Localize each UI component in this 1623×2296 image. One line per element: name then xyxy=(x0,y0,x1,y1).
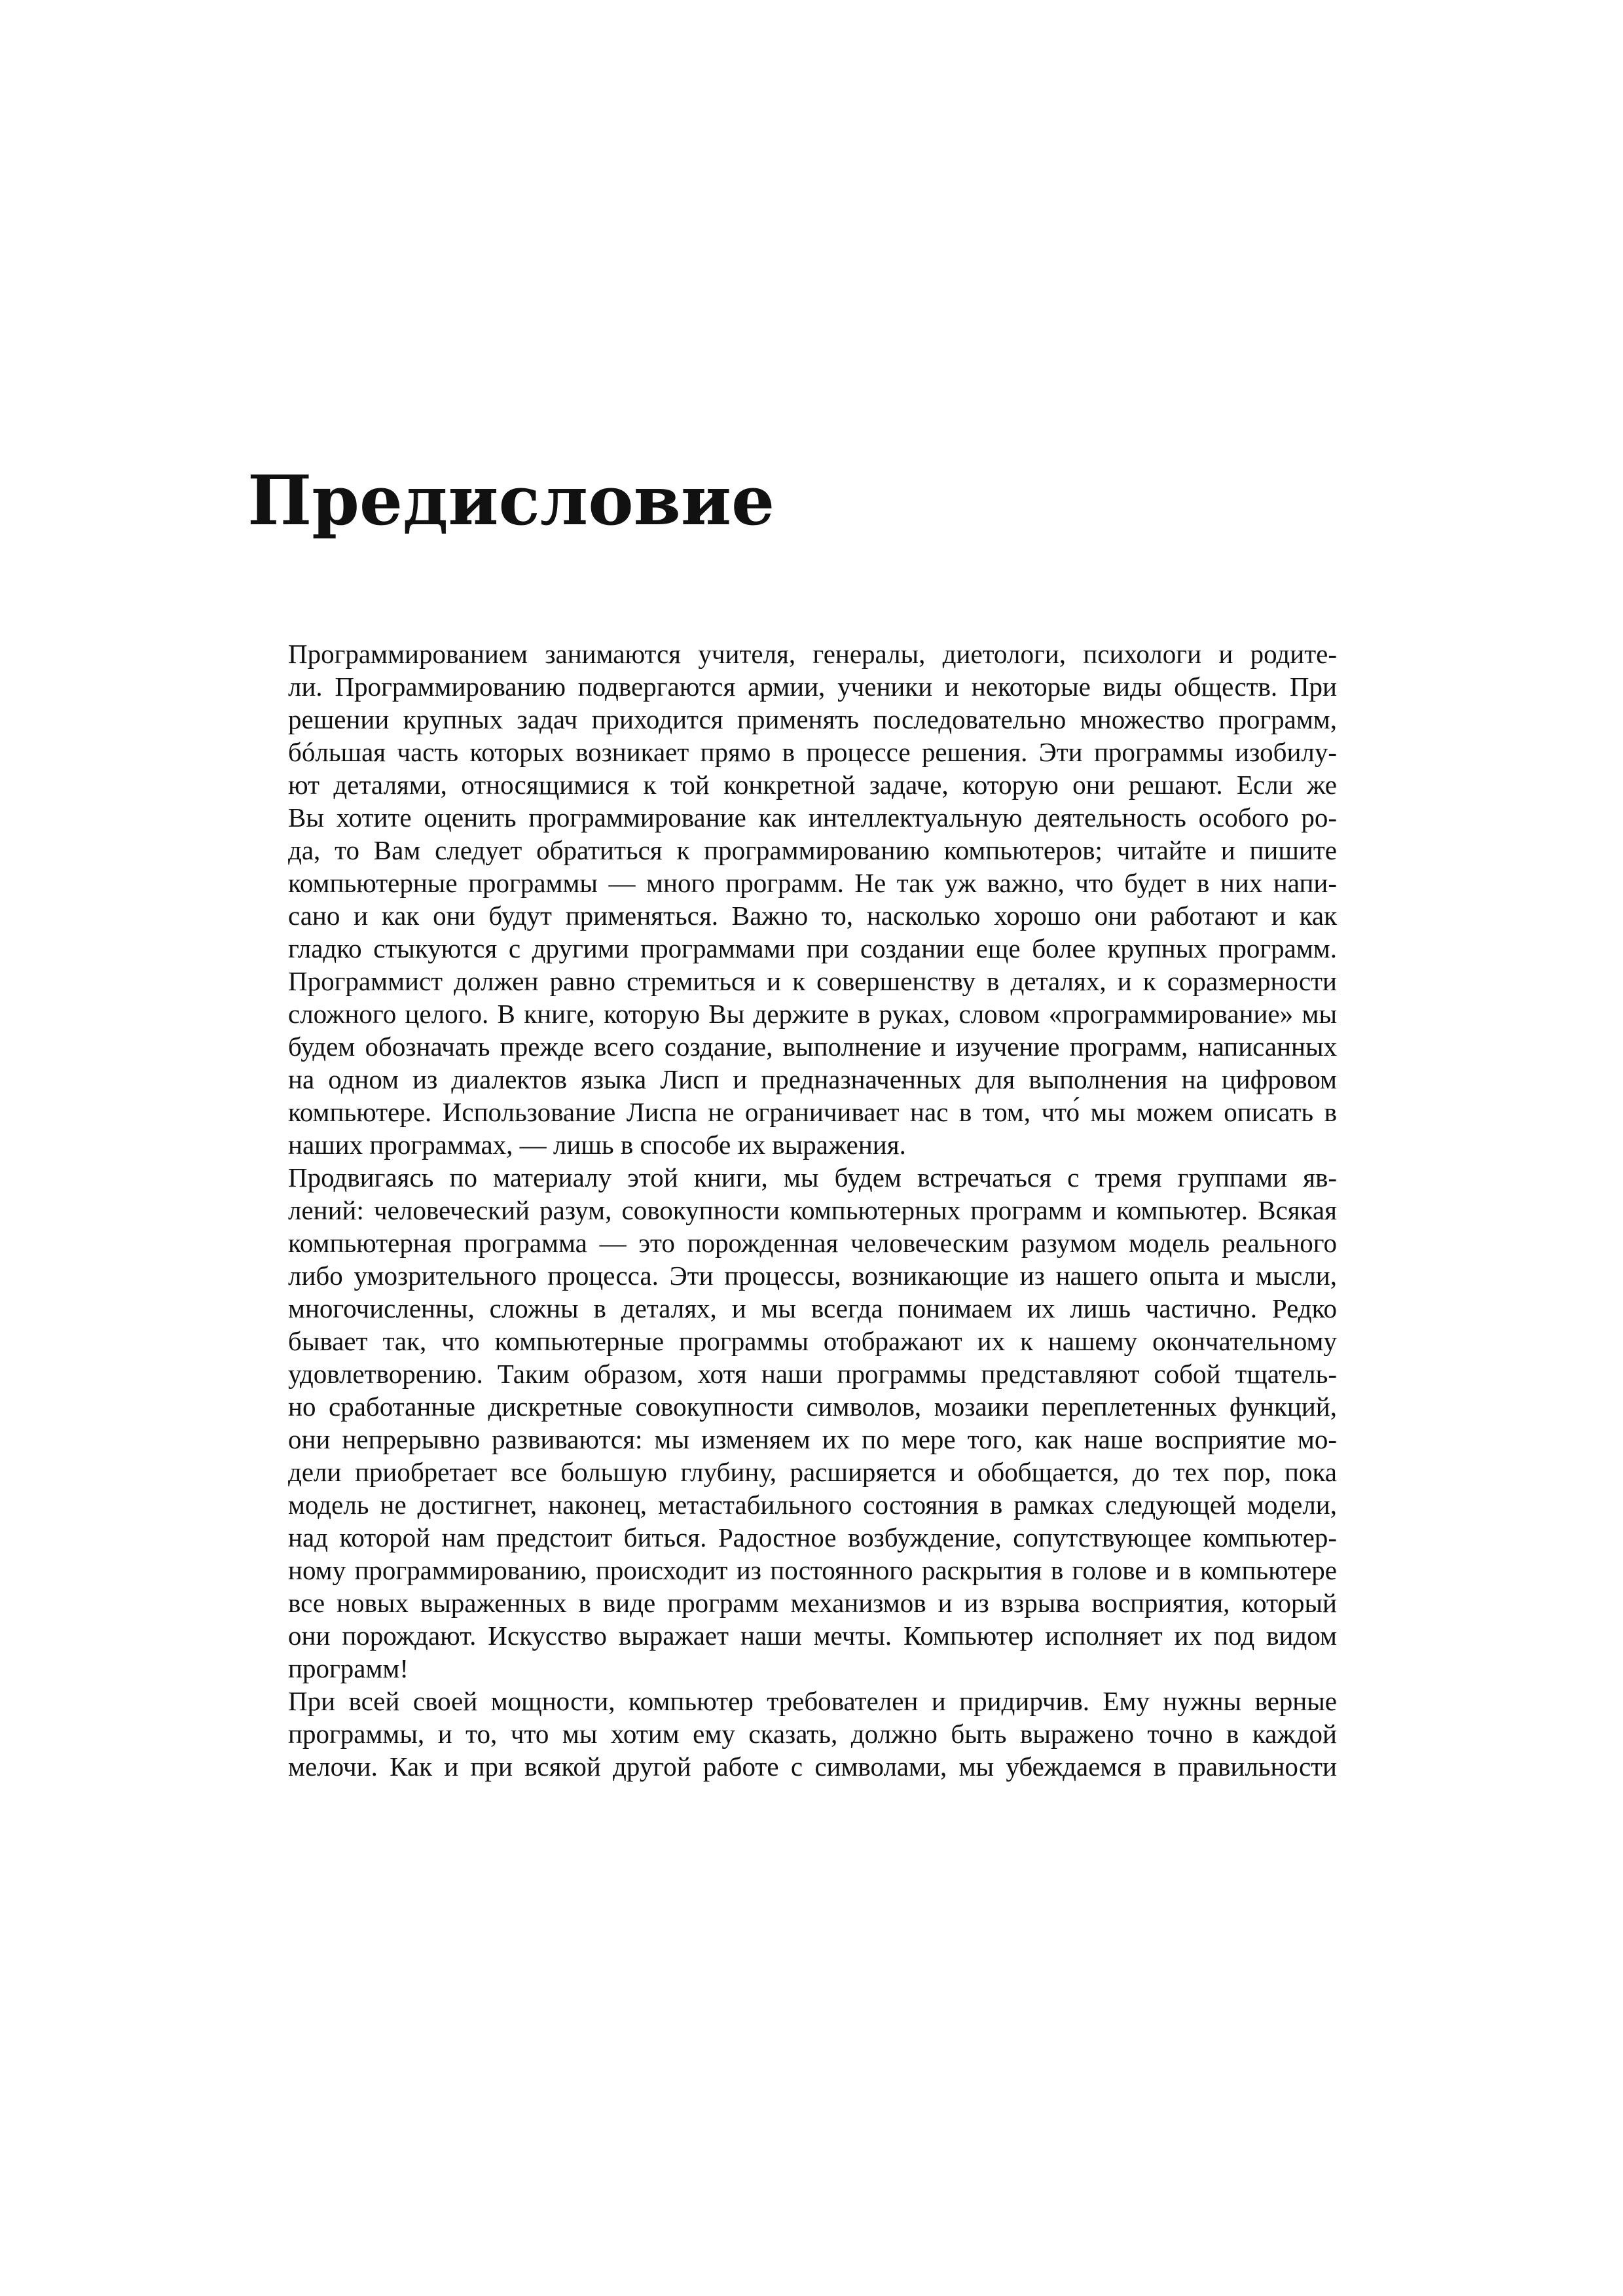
text-line: на одном из диалектов языка Лисп и предназначенных для выполнения на цифровом xyxy=(288,1064,1337,1094)
text-line: ному программированию, происходит из постоянного раскрытия в голове и в компьютере xyxy=(288,1555,1337,1585)
text-line: над которой нам предстоит биться. Радостное возбуждение, сопутствующее компьютер- xyxy=(288,1522,1337,1552)
text-line: модель не достигнет, наконец, метастабильного состояния в рамках следующей модели, xyxy=(288,1490,1337,1520)
text-line: либо умозрительного процесса. Эти процессы, возникающие из нашего опыта и мысли, xyxy=(288,1261,1337,1291)
chapter-title: Предисловие xyxy=(247,460,775,541)
text-line: Вы хотите оценить программирование как интеллектуальную деятельность особого ро- xyxy=(288,802,1337,833)
text-line: решении крупных задач приходится применять последовательно множество программ, xyxy=(288,704,1337,734)
text-line: ют деталями, относящимися к той конкретной задаче, которую они решают. Если же xyxy=(288,770,1337,800)
text-line: компьютерная программа — это порожденная человеческим разумом модель реального xyxy=(288,1228,1337,1258)
text-line: лений: человеческий разум, совокупности компьютерных программ и компьютер. Всякая xyxy=(288,1195,1337,1225)
text-line: наших программах, — лишь в способе их выражения. xyxy=(288,1130,906,1160)
text-line: Программированием занимаются учителя, генералы, диетологи, психологи и родите- xyxy=(288,639,1337,669)
text-line: будем обозначать прежде всего создание, выполнение и изучение программ, написанных xyxy=(288,1031,1337,1062)
paragraph xyxy=(247,637,1337,1161)
text-line: удовлетворению. Таким образом, хотя наши программы представляют собой тщатель- xyxy=(288,1359,1337,1389)
text-line: многочисленны, сложны в деталях, и мы всегда понимаем их лишь частично. Редко xyxy=(288,1293,1337,1323)
text-line: сложного целого. В книге, которую Вы держите в руках, словом «программирование» мы xyxy=(288,999,1337,1029)
text-line: компьютере. Использование Лиспа не ограничивает нас в том, что́ мы можем описать в xyxy=(288,1097,1337,1127)
text-line: компьютерные программы — много программ. Не так уж важно, что будет в них напи- xyxy=(288,868,1337,898)
text-line: При всей своей мощности, компьютер требователен и придирчив. Ему нужны верные xyxy=(288,1686,1337,1716)
text-line: да, то Вам следует обратиться к программированию компьютеров; читайте и пишите xyxy=(288,835,1337,865)
text-line: но сработанные дискретные совокупности символов, мозаики переплетенных функций, xyxy=(288,1391,1337,1422)
text-line: Программист должен равно стремиться и к совершенству в деталях, и к соразмерности xyxy=(288,966,1337,996)
text-line: гладко стыкуются с другими программами при создании еще более крупных программ. xyxy=(288,933,1337,963)
text-line: бóльшая часть которых возникает прямо в процессе решения. Эти программы изобилу- xyxy=(288,737,1337,767)
text-line: дели приобретает все большую глубину, расширяется и обобщается, до тех пор, пока xyxy=(288,1457,1337,1487)
paragraph xyxy=(247,1161,1337,1685)
text-line: программы, и то, что мы хотим ему сказать, должно быть выражено точно в каждой xyxy=(288,1719,1337,1749)
text-line: бывает так, что компьютерные программы отображают их к нашему окончательному xyxy=(288,1326,1337,1356)
text-line: все новых выраженных в виде программ механизмов и из взрыва восприятия, который xyxy=(288,1588,1337,1618)
text-line: они порождают. Искусство выражает наши мечты. Компьютер исполняет их под видом xyxy=(288,1621,1337,1651)
text-line: ли. Программированию подвергаются армии, ученики и некоторые виды обществ. При xyxy=(288,672,1337,702)
text-line: они непрерывно развиваются: мы изменяем их по мере того, как наше восприятие мо- xyxy=(288,1424,1337,1454)
text-line: Продвигаясь по материалу этой книги, мы будем встречаться с тремя группами яв- xyxy=(288,1162,1337,1193)
text-line: мелочи. Как и при всякой другой работе с символами, мы убеждаемся в правильности xyxy=(288,1751,1337,1782)
body-text xyxy=(247,637,1337,1783)
text-line: программ! xyxy=(288,1653,409,1683)
paragraph xyxy=(247,1685,1337,1783)
text-line: сано и как они будут применяться. Важно то, насколько хорошо они работают и как xyxy=(288,901,1337,931)
